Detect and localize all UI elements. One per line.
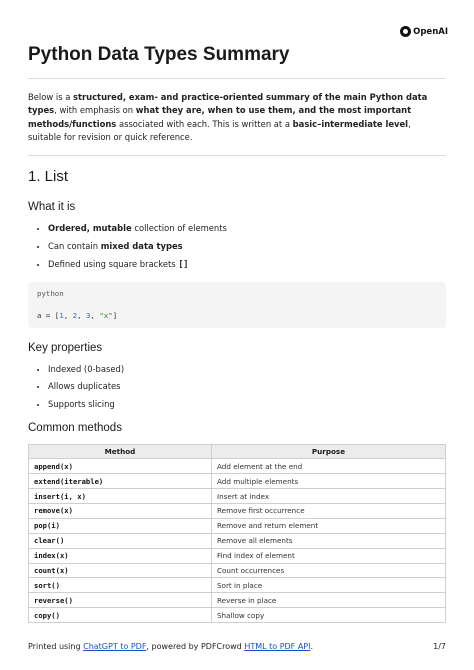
key-properties-heading: Key properties bbox=[28, 341, 103, 354]
table-row bbox=[29, 548, 446, 563]
what-it-is-heading: What it is bbox=[28, 200, 76, 213]
common-methods-heading: Common methods bbox=[28, 422, 122, 435]
method-cell: index(x) bbox=[29, 548, 212, 563]
item-text: collection of elements bbox=[131, 222, 227, 233]
purpose-cell: Add multiple elements bbox=[212, 474, 446, 489]
intro-bold-2: what they are, when to use them, and the most important methods/functions bbox=[28, 105, 412, 129]
intro-bold-1: structured, exam- and practice-oriented summary of the main Python data types bbox=[28, 92, 428, 116]
purpose-cell: Sort in place bbox=[212, 578, 446, 593]
footer-text: Printed using bbox=[28, 642, 84, 651]
item-inline-code: [] bbox=[178, 258, 189, 269]
purpose-cell: Add element at the end bbox=[212, 459, 446, 474]
table-row bbox=[29, 489, 446, 504]
table-row bbox=[29, 578, 446, 593]
item-bold: mixed data types bbox=[100, 240, 183, 251]
footer-text: . bbox=[310, 642, 314, 651]
purpose-cell: Insert at index bbox=[212, 489, 446, 504]
method-cell: append(x) bbox=[29, 459, 212, 474]
footer-text: , powered by PDFCrowd bbox=[146, 642, 245, 651]
table-row bbox=[29, 459, 446, 474]
table-row bbox=[29, 608, 446, 623]
purpose-cell: Shallow copy bbox=[212, 608, 446, 623]
code-number: 3 bbox=[85, 310, 91, 320]
purpose-cell: Remove first occurrence bbox=[212, 503, 446, 518]
intro-paragraph bbox=[28, 91, 446, 145]
what-it-is-list bbox=[28, 223, 446, 270]
openai-logo-icon bbox=[400, 26, 411, 37]
table-row bbox=[29, 518, 446, 533]
table-row bbox=[29, 593, 446, 608]
method-cell: extend(iterable) bbox=[29, 474, 212, 489]
column-header-method: Method bbox=[29, 445, 212, 459]
table-row bbox=[29, 533, 446, 548]
table-row bbox=[29, 503, 446, 518]
purpose-cell: Count occurrences bbox=[212, 563, 446, 578]
item-bold: Ordered, mutable bbox=[48, 222, 132, 233]
list-item bbox=[48, 241, 446, 252]
divider bbox=[28, 155, 446, 156]
list-item: • Indexed (0-based) bbox=[48, 364, 446, 375]
method-cell: pop(i) bbox=[29, 518, 212, 533]
chatgpt-to-pdf-link[interactable]: ChatGPT to PDF bbox=[83, 642, 147, 651]
item-text: Defined using square brackets bbox=[48, 258, 179, 269]
method-cell: count(x) bbox=[29, 563, 212, 578]
page-number: 1/7 bbox=[433, 642, 446, 651]
code-token: ] bbox=[112, 310, 118, 320]
code-number: 1 bbox=[59, 310, 64, 320]
method-cell: insert(i, x) bbox=[29, 489, 212, 504]
purpose-cell: Remove and return element bbox=[212, 518, 446, 533]
intro-bold-3: basic–intermediate level bbox=[292, 118, 409, 129]
intro-text-2: , with emphasis on bbox=[54, 105, 136, 116]
list-item: • Supports slicing bbox=[48, 399, 446, 410]
method-cell: sort() bbox=[29, 578, 212, 593]
method-cell: remove(x) bbox=[29, 503, 212, 518]
purpose-cell: Reverse in place bbox=[212, 593, 446, 608]
code-language-label: python bbox=[37, 288, 64, 298]
method-cell: reverse() bbox=[29, 593, 212, 608]
method-cell: copy() bbox=[29, 608, 212, 623]
table-row bbox=[29, 563, 446, 578]
document-body bbox=[28, 40, 446, 623]
openai-logo-text: OpenAI bbox=[413, 26, 448, 37]
list-item bbox=[48, 223, 446, 234]
method-cell: clear() bbox=[29, 533, 212, 548]
list-item bbox=[48, 259, 446, 270]
column-header-purpose: Purpose bbox=[212, 445, 446, 459]
code-token: a = [ bbox=[37, 310, 60, 320]
purpose-cell: Find index of element bbox=[212, 548, 446, 563]
methods-table bbox=[28, 444, 446, 623]
code-line bbox=[37, 311, 437, 320]
intro-text-3: associated with each. This is written at a bbox=[116, 118, 293, 129]
code-token: , bbox=[90, 310, 100, 320]
intro-text-1: Below is a bbox=[28, 92, 74, 102]
html-to-pdf-api-link[interactable]: HTML to PDF API bbox=[244, 642, 311, 651]
code-token: , bbox=[77, 310, 86, 320]
list-item: • Allows duplicates bbox=[48, 381, 446, 392]
table-row bbox=[29, 474, 446, 489]
section-heading-list: 1. List bbox=[28, 167, 69, 185]
code-string: "x" bbox=[99, 310, 113, 320]
purpose-cell: Remove all elements bbox=[212, 533, 446, 548]
page-title: Python Data Types Summary bbox=[28, 40, 446, 79]
key-properties-list bbox=[28, 364, 446, 411]
footer-credits bbox=[28, 642, 313, 651]
page-footer bbox=[28, 642, 446, 651]
openai-logo bbox=[400, 26, 448, 37]
code-token: , bbox=[63, 310, 73, 320]
code-block bbox=[28, 282, 446, 328]
code-number: 2 bbox=[72, 310, 78, 320]
table-header-row bbox=[29, 445, 446, 459]
item-text: Can contain bbox=[48, 240, 101, 251]
intro-text-4: , suitable for revision or quick reference. bbox=[28, 118, 411, 143]
